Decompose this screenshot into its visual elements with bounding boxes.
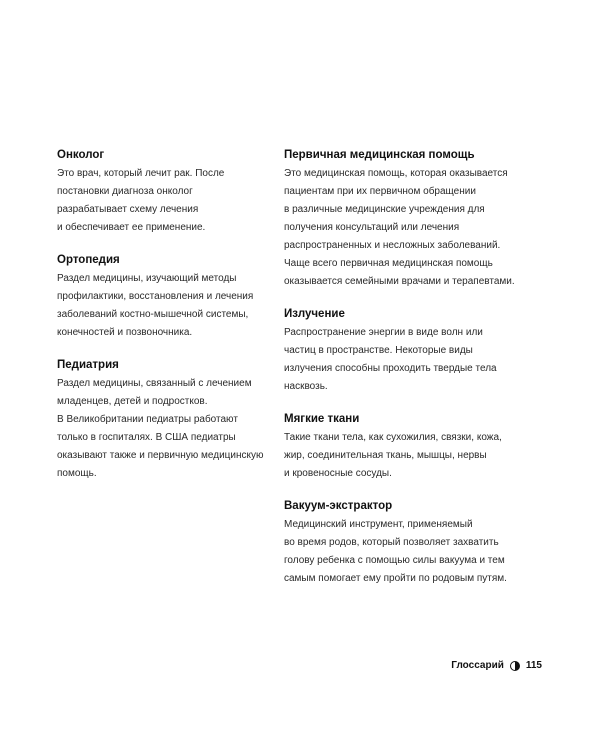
glossary-definition-line: и кровеносные сосуды. — [284, 468, 392, 479]
glossary-definition-line: излучения способны проходить твердые тела — [284, 363, 497, 374]
glossary-term: Вакуум-экстрактор — [284, 500, 393, 512]
page-footer — [451, 660, 542, 671]
glossary-term: Педиатрия — [57, 359, 119, 371]
glossary-definition-line: профилактики, восстановления и лечения — [57, 291, 254, 302]
footer-section-title: Глоссарий — [451, 660, 504, 671]
glossary-definition-line: Это медицинская помощь, которая оказывается — [284, 168, 508, 179]
glossary-definition-line: частиц в пространстве. Некоторые виды — [284, 345, 473, 356]
glossary-definition-line: только в госпиталях. В США педиатры — [57, 432, 236, 443]
glossary-definition-line: оказывают также и первичную медицинскую — [57, 450, 264, 461]
glossary-definition-line: младенцев, детей и подростков. — [57, 396, 208, 407]
glossary-definition-line: постановки диагноза онколог — [57, 186, 193, 197]
glossary-entry — [57, 148, 267, 237]
glossary-entry — [284, 499, 554, 588]
glossary-entry — [284, 412, 554, 483]
glossary-term: Онколог — [57, 149, 105, 161]
glossary-definition-line: заболеваний костно-мышечной системы, — [57, 309, 249, 320]
glossary-definition-line: в различные медицинские учреждения для — [284, 204, 485, 215]
glossary-definition-line: самым помогает ему пройти по родовым путям. — [284, 573, 507, 584]
glossary-definition-line: оказывается семейными врачами и терапевтами. — [284, 276, 515, 287]
half-circle-icon — [510, 661, 520, 671]
glossary-definition-line: Раздел медицины, изучающий методы — [57, 273, 237, 284]
glossary-definition-line: помощь. — [57, 468, 97, 479]
glossary-definition-line: распространенных и несложных заболеваний. — [284, 240, 501, 251]
glossary-definition-line: Чаще всего первичная медицинская помощь — [284, 258, 493, 269]
glossary-definition-line: жир, соединительная ткань, мышцы, нервы — [284, 450, 487, 461]
glossary-definition-line: Медицинский инструмент, применяемый — [284, 519, 473, 530]
glossary-definition-line: голову ребенка с помощью силы вакуума и тем — [284, 555, 505, 566]
glossary-term: Мягкие ткани — [284, 413, 360, 425]
glossary-definition-line: Такие ткани тела, как сухожилия, связки, кожа, — [284, 432, 502, 443]
glossary-entry — [57, 358, 267, 483]
glossary-definition-line: разрабатывает схему лечения — [57, 204, 199, 215]
glossary-definition-line: Распространение энергии в виде волн или — [284, 327, 483, 338]
glossary-definition-line: пациентам при их первичном обращении — [284, 186, 476, 197]
glossary-definition-line: Это врач, который лечит рак. После — [57, 168, 225, 179]
glossary-term: Первичная медицинская помощь — [284, 149, 475, 161]
glossary-definition-line: во время родов, который позволяет захватить — [284, 537, 499, 548]
glossary-entry — [284, 307, 554, 396]
glossary-entry — [284, 148, 554, 291]
glossary-definition-line: и обеспечивает ее применение. — [57, 222, 206, 233]
glossary-definition-line: насквозь. — [284, 381, 328, 392]
glossary-definition-line: В Великобритании педиатры работают — [57, 414, 238, 425]
glossary-definition-line: конечностей и позвоночника. — [57, 327, 193, 338]
glossary-definition-line: получения консультаций или лечения — [284, 222, 460, 233]
glossary-right-column — [284, 148, 554, 604]
glossary-left-column — [57, 148, 267, 499]
glossary-entry — [57, 253, 267, 342]
glossary-term: Ортопедия — [57, 254, 120, 266]
page-number: 115 — [525, 660, 542, 671]
glossary-definition-line: Раздел медицины, связанный с лечением — [57, 378, 252, 389]
glossary-term: Излучение — [284, 308, 345, 320]
